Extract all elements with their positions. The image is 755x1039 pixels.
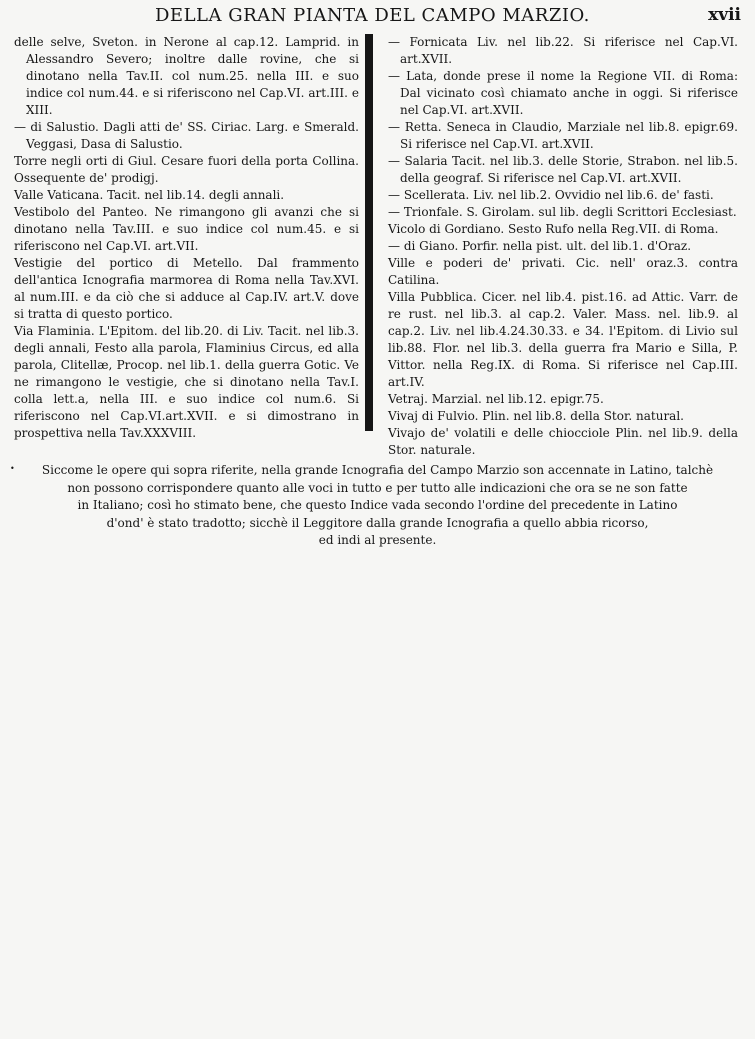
index-entry: Torre negli orti di Giul. Cesare fuori della porta Collina. Ossequente de' prodigj. [14, 154, 359, 185]
note-line: ed indi al presente. [318, 533, 437, 547]
note-bullet: • [10, 464, 15, 473]
note-line: in Italiano; così ho stimato bene, che questo Indice vada secondo l'ordine del precedente in Latino [77, 498, 678, 512]
index-entry: — Retta. Seneca in Claudio, Marziale nel lib.8. epigr.69. Si riferisce nel Cap.VI. art.XVII. [388, 120, 738, 151]
index-entry: delle selve, Sveton. in Nerone al cap.12. Lamprid. in Alessandro Severo; inoltre dalle rovine, che si dinotano nella Tav.II. col num.25. nella III. e suo indice col num.44. e si riferiscono nel Cap.VI. art.III. e XIII. [14, 35, 359, 117]
running-title: DELLA GRAN PIANTA DEL CAMPO MARZIO. [155, 5, 590, 26]
left-column [14, 34, 359, 442]
note-line: Siccome le opere qui sopra riferite, nella grande Icnografia del Campo Marzio son accennate in Latino, talchè [41, 463, 714, 477]
index-entry: — Salaria Tacit. nel lib.3. delle Storie, Strabon. nel lib.5. della geograf. Si riferisce nel Cap.VI. art.XVII. [388, 154, 738, 185]
index-entry: — di Salustio. Dagli atti de' SS. Ciriac. Larg. e Smerald. Veggasi, Dasa di Salustio. [14, 120, 359, 151]
index-entry: — Trionfale. S. Girolam. sul lib. degli Scrittori Ecclesiast. [388, 205, 737, 219]
right-column [388, 34, 738, 459]
index-entry: Ville e poderi de' privati. Cic. nell' oraz.3. contra Catilina. [388, 256, 738, 287]
column-divider [365, 34, 373, 431]
index-entry: — Fornicata Liv. nel lib.22. Si riferisce nel Cap.VI. art.XVII. [388, 35, 738, 66]
index-entry: Vivajo de' volatili e delle chiocciole Plin. nel lib.9. della Stor. naturale. [388, 426, 738, 457]
index-entry: Vicolo di Gordiano. Sesto Rufo nella Reg.VII. di Roma. [388, 222, 719, 236]
page-header [0, 5, 755, 31]
index-entry: — Scellerata. Liv. nel lib.2. Ovvidio nel lib.6. de' fasti. [388, 188, 714, 202]
page-number: xvii [708, 5, 741, 25]
index-entry: Valle Vaticana. Tacit. nel lib.14. degli annali. [14, 188, 285, 202]
closing-note [0, 462, 755, 550]
index-entry: Vestibolo del Panteo. Ne rimangono gli avanzi che si dinotano nella Tav.III. e suo indice col num.45. e si riferiscono nel Cap.VI. art.VII. [14, 205, 359, 253]
index-entry: Villa Pubblica. Cicer. nel lib.4. pist.16. ad Attic. Varr. de re rust. nel lib.3. al cap.2. Valer. Mass. nel. lib.9. al cap.2. Liv. nel lib.4.24.30.33. e 34. l'Epitom. di Livio sul lib.88. Flor. nel lib.3. della guerra fra Mario e Silla, P. Vittor. nella Reg.IX. di Roma. Si riferisce nel Cap.III. art.IV. [388, 290, 738, 389]
index-entry: Vetraj. Marzial. nel lib.12. epigr.75. [388, 392, 604, 406]
note-line: d'ond' è stato tradotto; sicchè il Leggitore dalla grande Icnografia a quello abbia ricorso, [106, 515, 649, 530]
index-entry: Via Flaminia. L'Epitom. del lib.20. di Liv. Tacit. nel lib.3. degli annali, Festo alla parola, Flaminius Circus, ed alla parola, Clitellæ, Procop. nel lib.1. della guerra Gotic. Ve ne rimangono le vestigie, che si dinotano nella Tav.I. colla lett.a, nella III. e suo indice col num.6. Si riferiscono nel Cap.VI.art.XVII. e si dimostrano in prospettiva nella Tav.XXXVIII. [14, 324, 359, 440]
index-entry: — Lata, donde prese il nome la Regione VII. di Roma: Dal vicinato così chiamato anche in oggi. Si riferisce nel Cap.VI. art.XVII. [388, 69, 738, 117]
index-entry: — di Giano. Porfir. nella pist. ult. del lib.1. d'Oraz. [388, 239, 692, 253]
note-line: non possono corrispondere quanto alle voci in tutto e per tutto alle indicazioni che ora se ne son fatte [67, 480, 688, 495]
index-entry: Vivaj di Fulvio. Plin. nel lib.8. della Stor. natural. [388, 409, 684, 423]
index-entry: Vestigie del portico di Metello. Dal frammento dell'antica Icnografia marmorea di Roma nella Tav.XVI. al num.III. e da ciò che si adduce al Cap.IV. art.V. dove si tratta di questo portico. [14, 256, 359, 321]
